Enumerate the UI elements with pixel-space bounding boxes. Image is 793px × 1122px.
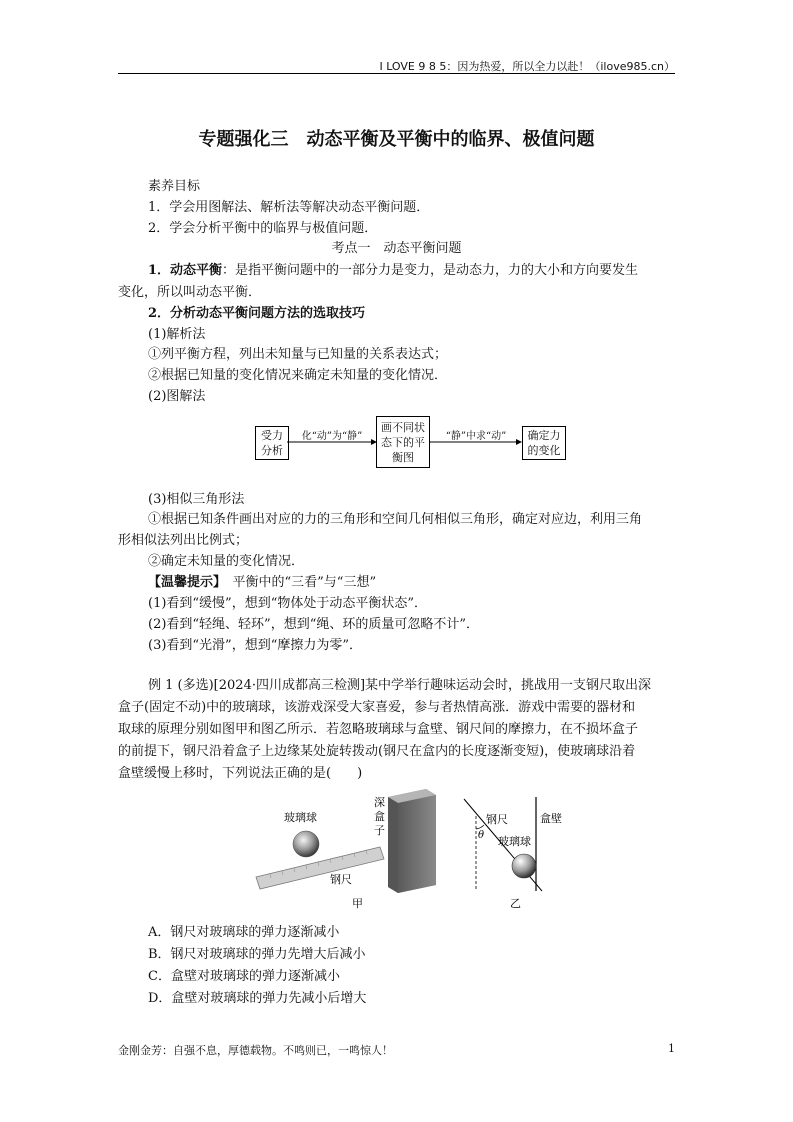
label-deep-box-2: 盒 — [374, 810, 385, 823]
method-heading: 2．分析动态平衡问题方法的选取技巧 — [148, 306, 366, 321]
tip-heading — [148, 571, 376, 590]
method-3: (3)相似三角形法 — [148, 492, 245, 507]
tip-title: 平衡中的“三看”与“三想” — [219, 575, 377, 590]
option-b: B．钢尺对玻璃球的弹力先增大后减小 — [148, 947, 366, 962]
definition-line — [148, 259, 638, 278]
definition-line-2: 变化，所以叫动态平衡． — [118, 285, 262, 300]
method-1: (1)解析法 — [148, 327, 206, 342]
method-3a: ①根据已知条件画出对应的力的三角形和空间几何相似三角形，确定对应边，利用三角 — [148, 512, 643, 527]
flow-box-determine-change — [522, 426, 566, 460]
label-ruler-2: 钢尺 — [486, 813, 508, 826]
example-line-2: 盒子(固定不动)中的玻璃球，该游戏深受大家喜爱，参与者热情高涨．游戏中需要的器材和 — [118, 700, 636, 715]
goals-heading: 素养目标 — [148, 179, 201, 194]
label-yi: 乙 — [510, 897, 521, 910]
method-1b: ②根据已知量的变化情况来确定未知量的变化情况． — [148, 368, 448, 383]
example-line-5: 盒壁缓慢上移时，下列说法正确的是( ) — [118, 766, 363, 781]
method-3b: ②确定未知量的变化情况． — [148, 554, 305, 569]
page-title: 专题强化三 动态平衡及平衡中的临界、极值问题 — [198, 129, 595, 150]
flow-box-force-analysis — [255, 426, 289, 460]
flow-box-2-line-3: 衡图 — [392, 450, 414, 464]
option-a: A．钢尺对玻璃球的弹力逐渐减小 — [148, 925, 340, 940]
example-figure — [250, 783, 580, 913]
tip-3: (3)看到“光滑”，想到“摩擦力为零”． — [148, 638, 362, 653]
tip-2: (2)看到“轻绳、轻环”，想到“绳、环的质量可忽略不计”． — [148, 617, 479, 632]
theta-arc — [476, 825, 484, 829]
example-line-1: 例 1 (多选)[2024·四川成都高三检测]某中学举行趣味运动会时，挑战用一支钢尺取出深 — [148, 678, 652, 693]
label-jia: 甲 — [352, 897, 363, 910]
page-header: I LOVE 9 8 5：因为热爱，所以全力以赴！（ilove985.cn） — [379, 60, 675, 73]
section-heading: 考点一 动态平衡问题 — [331, 241, 462, 256]
definition-label: 1．动态平衡 — [148, 263, 223, 278]
flow-box-1-line-1: 受力 — [261, 429, 283, 442]
glass-ball-2 — [512, 854, 536, 878]
method-1a: ①列平衡方程，列出未知量与已知量的关系表达式； — [148, 347, 448, 362]
label-deep-box-1: 深 — [374, 796, 385, 809]
example-line-3: 取球的原理分别如图甲和图乙所示．若忽略玻璃球与盒壁、钢尺间的摩擦力，在不损坏盒子 — [118, 722, 639, 737]
flow-box-2-line-1: 画不同状 — [381, 420, 425, 434]
method-3a-cont: 形相似法列出比例式； — [118, 533, 249, 548]
flow-arrow-2-label: “静”中求“动” — [445, 431, 507, 442]
goal-2: 2．学会分析平衡中的临界与极值问题． — [148, 221, 378, 236]
flow-arrow-2 — [430, 438, 522, 446]
label-box-wall: 盒壁 — [540, 812, 562, 825]
option-d: D．盒壁对玻璃球的弹力先减小后增大 — [148, 991, 367, 1006]
label-glass-ball: 玻璃球 — [284, 811, 317, 824]
label-glass-ball-2: 玻璃球 — [498, 835, 531, 848]
goal-1: 1．学会用图解法、解析法等解决动态平衡问题． — [148, 200, 430, 215]
label-ruler: 钢尺 — [330, 873, 352, 886]
flow-arrow-1-label: 化“动”为“静” — [301, 431, 363, 442]
footer-motto: 金刚金芳：自强不息，厚德载物。不鸣则已，一鸣惊人！ — [118, 1044, 393, 1057]
header-rule — [118, 73, 675, 74]
definition-text: ：是指平衡问题中的一部分力是变力，是动态力，力的大小和方向要发生 — [222, 263, 639, 278]
flow-box-3-line-2: 的变化 — [527, 444, 561, 457]
option-c: C．盒壁对玻璃球的弹力逐渐减小 — [148, 969, 340, 984]
label-theta: θ — [478, 830, 485, 841]
page-number: 1 — [668, 1042, 675, 1055]
flow-arrow-1 — [287, 438, 377, 446]
deep-box — [388, 789, 436, 893]
flow-box-2-line-2: 态下的平 — [381, 435, 425, 449]
flow-box-draw-diagrams — [376, 416, 430, 468]
steel-ruler — [256, 847, 384, 889]
example-line-4: 的前提下，钢尺沿着盒子上边缘某处旋转拨动(钢尺在盒内的长度逐渐变短)，使玻璃球沿着 — [118, 744, 636, 759]
method-2: (2)图解法 — [148, 389, 206, 404]
tip-1: (1)看到“缓慢”，想到“物体处于动态平衡状态”． — [148, 596, 427, 611]
glass-ball — [293, 831, 319, 857]
tip-label: 【温馨提示】 — [148, 575, 220, 590]
flow-box-1-line-2: 分析 — [261, 444, 283, 457]
label-deep-box-3: 子 — [374, 824, 385, 837]
flow-box-3-line-1: 确定力 — [527, 429, 561, 442]
